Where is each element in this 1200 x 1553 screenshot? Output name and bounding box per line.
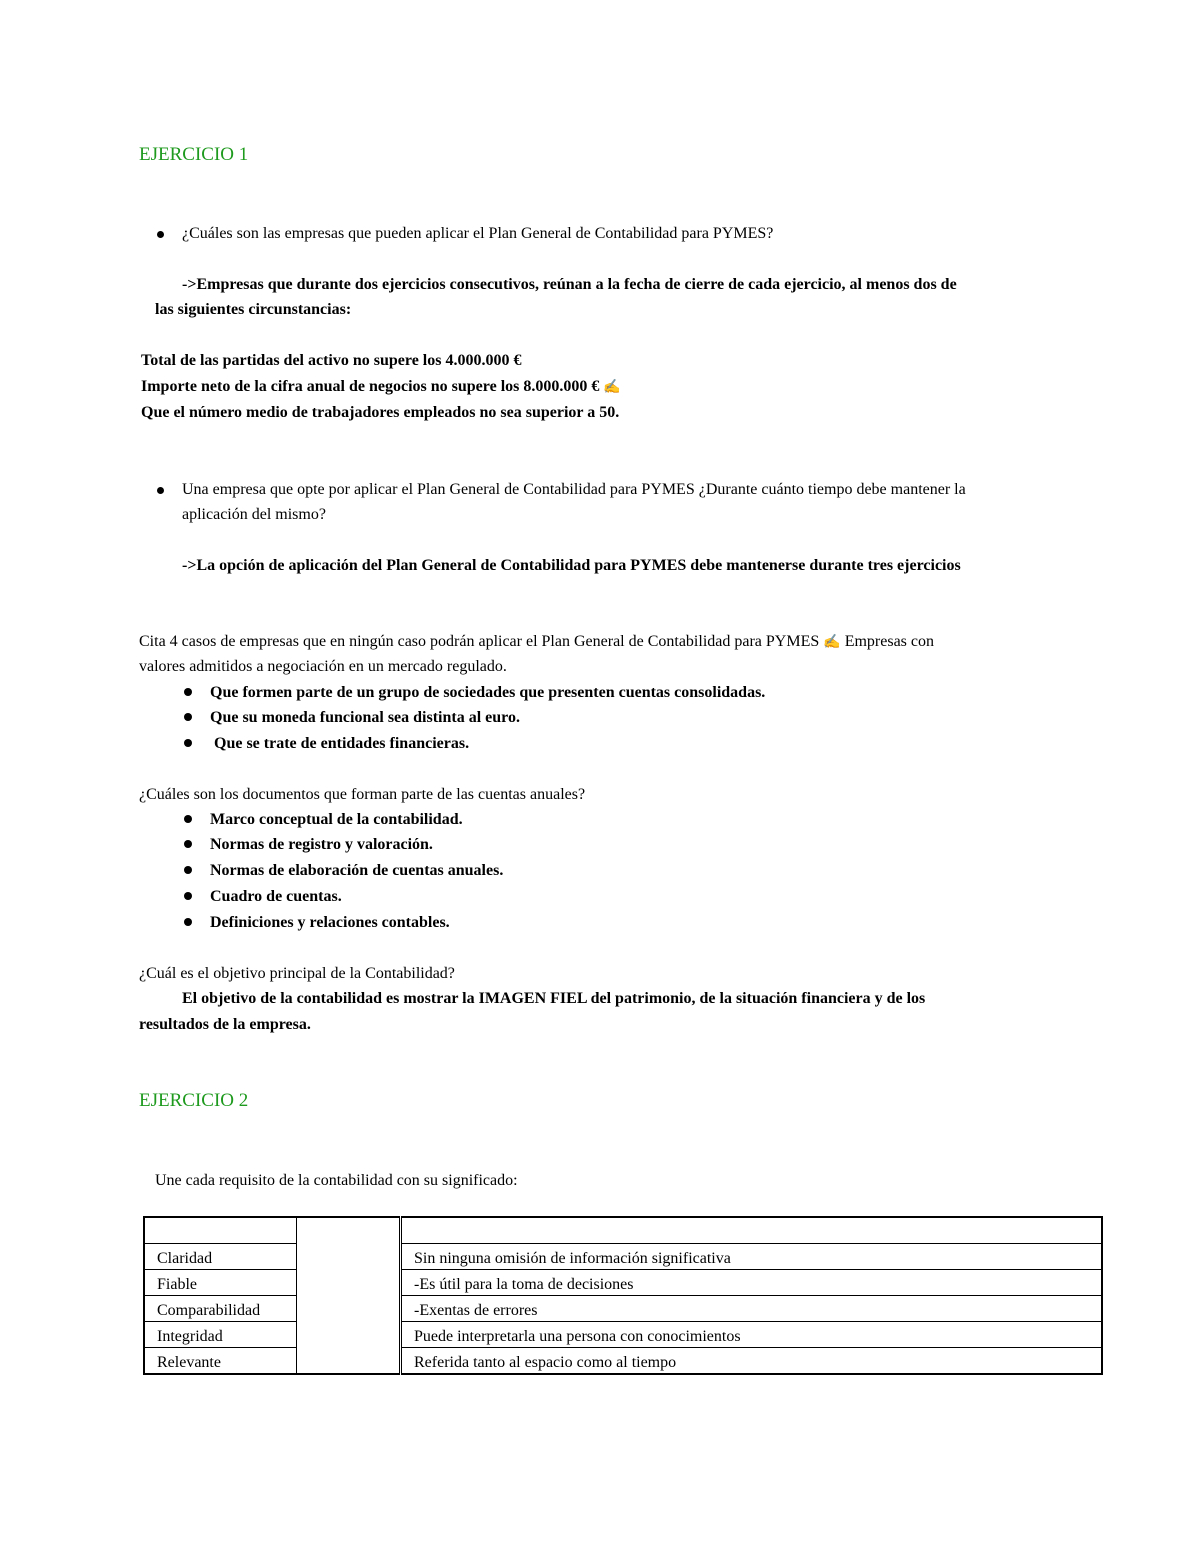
ejercicio-2-heading: EJERCICIO 2 (139, 1090, 249, 1111)
table-row (144, 1270, 1102, 1296)
circumstance-1: Total de las partidas del activo no supere los 4.000.000 € (141, 352, 522, 369)
pencil-icon: ✍ (603, 380, 621, 395)
bullet (184, 918, 192, 926)
question-3-text: Cita 4 casos de empresas que en ningún caso podrán aplicar el Plan General de Contabilidad para PYMES (139, 633, 820, 650)
circumstance-3: Que el número medio de trabajadores empleados no sea superior a 50. (141, 404, 620, 421)
bullet (184, 892, 192, 900)
pencil-icon: ✍ (823, 635, 841, 650)
requirements-table (143, 1216, 1103, 1375)
table-row (144, 1322, 1102, 1348)
question-2-line-1: Una empresa que opte por aplicar el Plan General de Contabilidad para PYMES ¿Durante cuánto tiempo debe mantener la (182, 481, 966, 498)
bullet (157, 231, 164, 238)
answer-2: ->La opción de aplicación del Plan General de Contabilidad para PYMES debe mantenerse durante tres ejercicios (182, 557, 961, 574)
circumstance-2-text: Importe neto de la cifra anual de negocios no supere los 8.000.000 € (141, 378, 600, 395)
bullet (184, 815, 192, 823)
significado-cell: -Exentas de errores (401, 1296, 1103, 1322)
bullet (184, 713, 192, 721)
table-row (144, 1348, 1102, 1375)
circumstance-2 (141, 377, 621, 398)
bullet (184, 739, 192, 747)
document-item: Definiciones y relaciones contables. (210, 914, 450, 931)
bullet (184, 688, 192, 696)
question-1: ¿Cuáles son las empresas que pueden aplicar el Plan General de Contabilidad para PYMES? (182, 225, 774, 242)
question-4: ¿Cuáles son los documentos que forman parte de las cuentas anuales? (139, 786, 586, 803)
table-row (144, 1296, 1102, 1322)
instruction: Une cada requisito de la contabilidad con su significado: (155, 1172, 518, 1189)
case-item: Que formen parte de un grupo de sociedades que presenten cuentas consolidadas. (210, 684, 766, 701)
requisito-cell: Relevante (144, 1348, 297, 1375)
significado-cell: Puede interpretarla una persona con conocimientos (401, 1322, 1103, 1348)
requisito-cell: Integridad (144, 1322, 297, 1348)
document-item: Normas de elaboración de cuentas anuales. (210, 862, 504, 879)
table-row (144, 1244, 1102, 1270)
bullet (184, 840, 192, 848)
ejercicio-1-heading: EJERCICIO 1 (139, 144, 249, 165)
answer-1-line-2: las siguientes circunstancias: (155, 301, 352, 318)
bullet (157, 487, 164, 494)
significado-cell: Sin ninguna omisión de información significativa (401, 1244, 1103, 1270)
case-item: Que se trate de entidades financieras. (210, 735, 470, 752)
requisito-cell: Fiable (144, 1270, 297, 1296)
question-3-text-continued: Empresas con (844, 633, 934, 650)
document-item: Marco conceptual de la contabilidad. (210, 811, 463, 828)
bullet (184, 866, 192, 874)
table-cell (144, 1217, 297, 1244)
requisito-cell: Claridad (144, 1244, 297, 1270)
answer-1-line-1: ->Empresas que durante dos ejercicios consecutivos, reúnan a la fecha de cierre de cada ejercicio, al menos dos de (182, 276, 957, 293)
document-item: Normas de registro y valoración. (210, 836, 433, 853)
document-item: Cuadro de cuentas. (210, 888, 342, 905)
question-3-line-1 (139, 632, 934, 653)
answer-5-line-2: resultados de la empresa. (139, 1016, 311, 1033)
matching-column (297, 1217, 401, 1374)
table-cell (401, 1217, 1103, 1244)
question-2-line-2: aplicación del mismo? (182, 506, 326, 523)
answer-5-line-1: El objetivo de la contabilidad es mostrar la IMAGEN FIEL del patrimonio, de la situación financiera y de los (182, 990, 926, 1007)
question-5: ¿Cuál es el objetivo principal de la Contabilidad? (139, 965, 455, 982)
table-row (144, 1217, 1102, 1244)
significado-cell: Referida tanto al espacio como al tiempo (401, 1348, 1103, 1375)
requisito-cell: Comparabilidad (144, 1296, 297, 1322)
question-3-line-2: valores admitidos a negociación en un mercado regulado. (139, 658, 507, 675)
case-item: Que su moneda funcional sea distinta al euro. (210, 709, 520, 726)
significado-cell: -Es útil para la toma de decisiones (401, 1270, 1103, 1296)
